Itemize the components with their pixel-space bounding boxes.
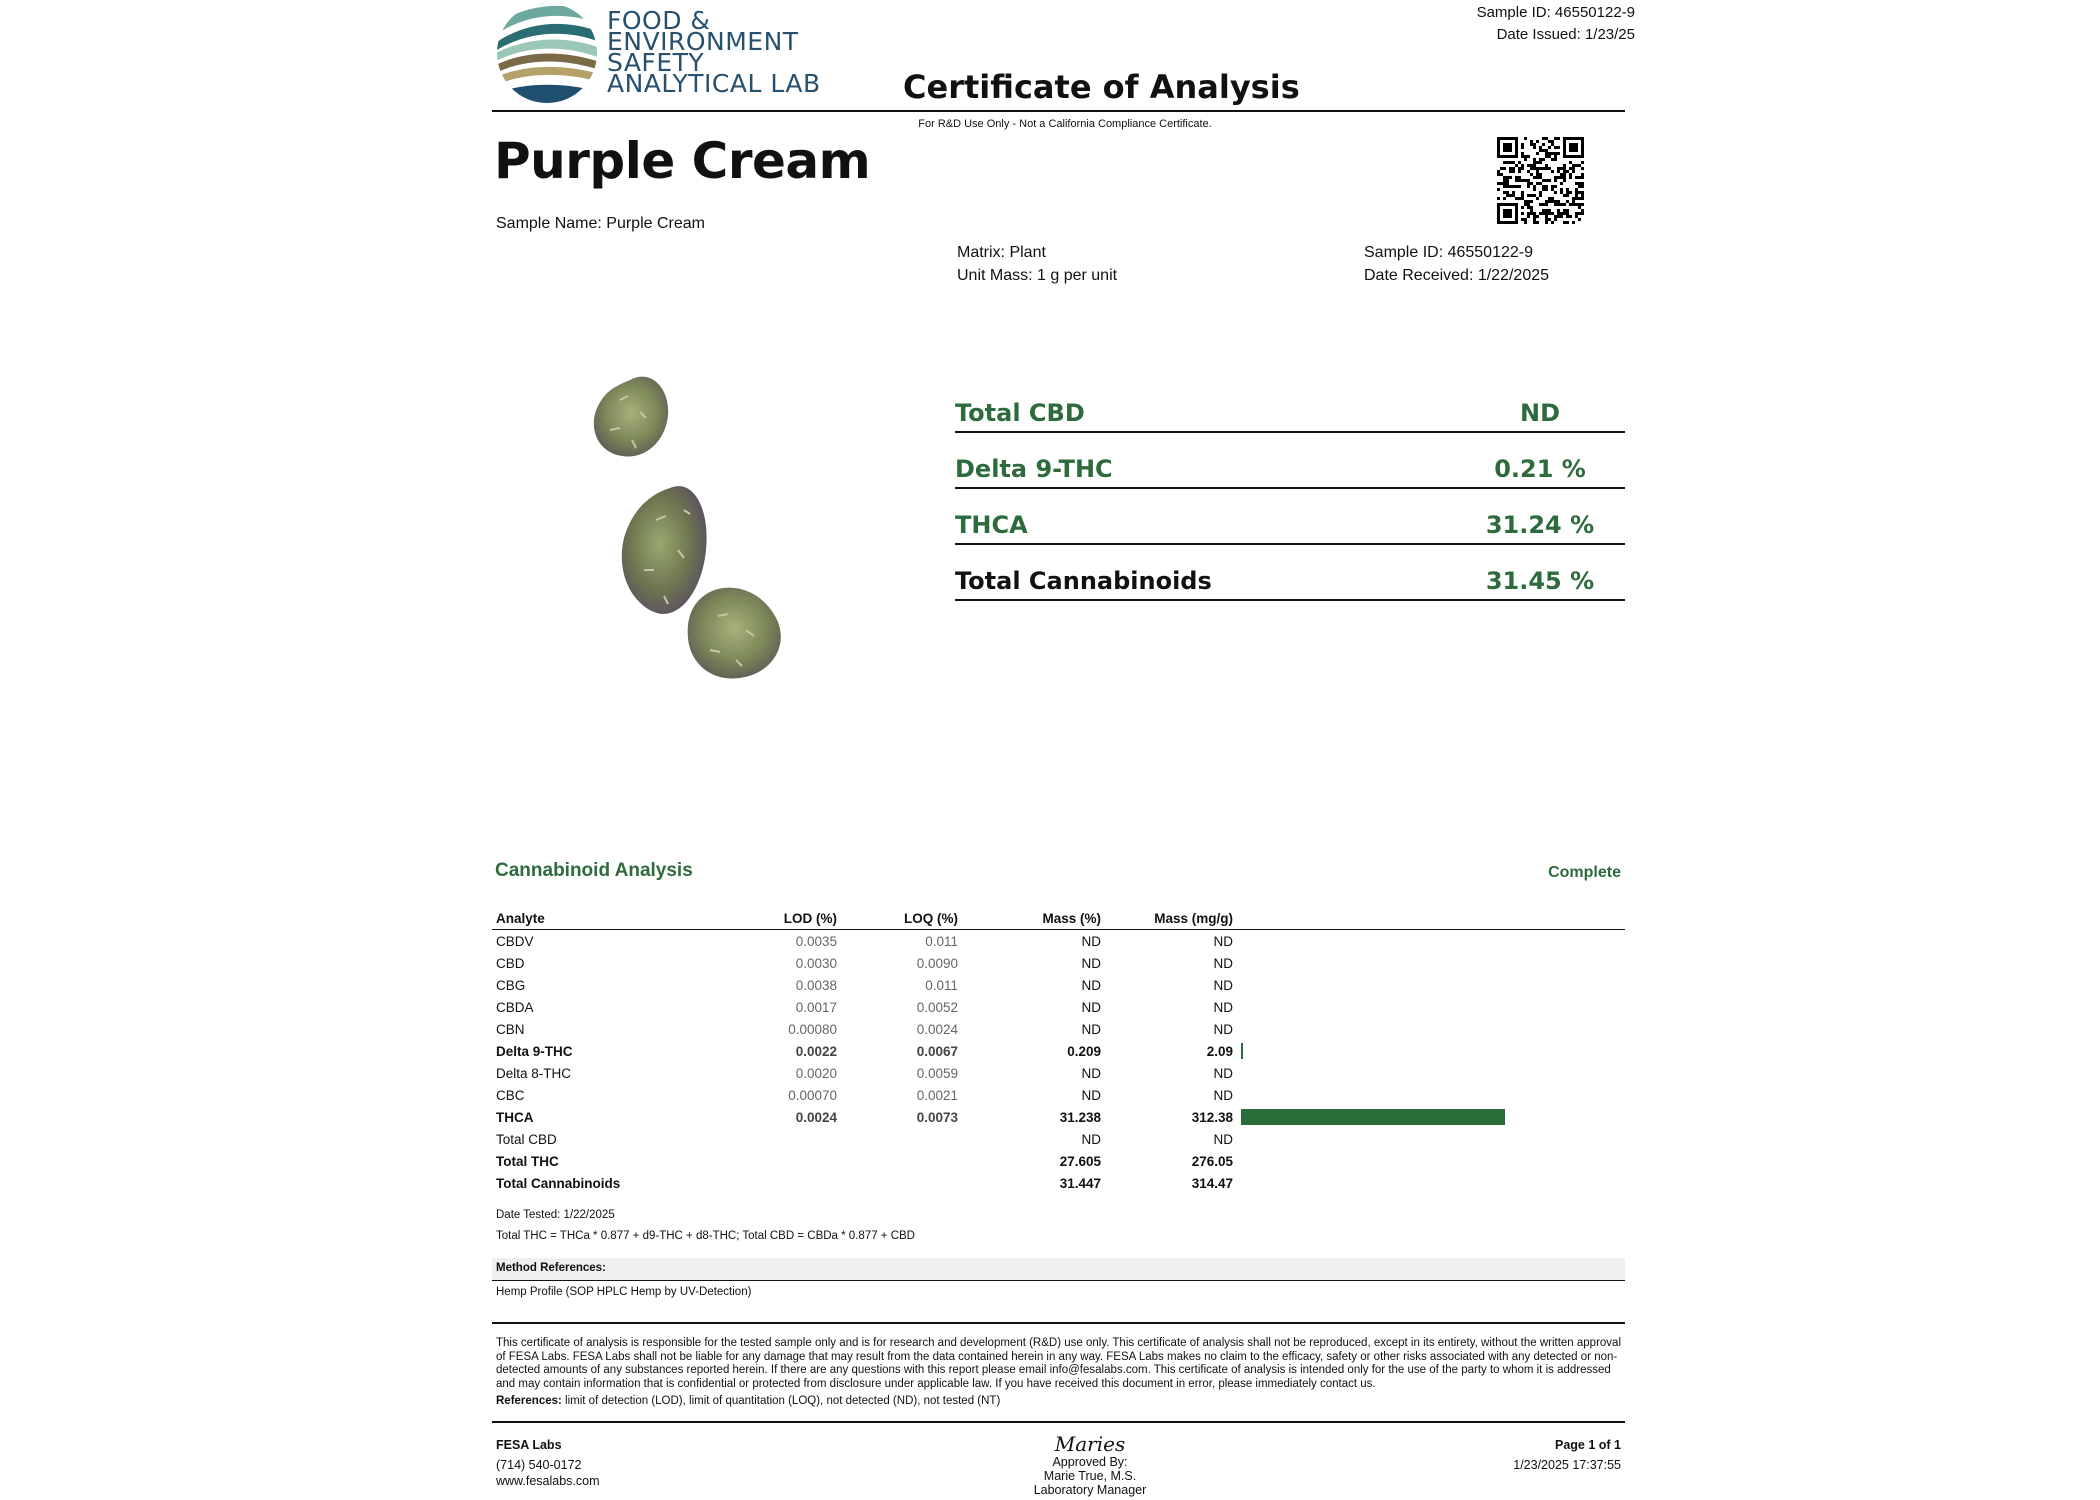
summary-label: Delta 9-THC <box>955 455 1113 483</box>
summary-row-thca <box>955 487 1625 545</box>
cell-bar <box>1239 1018 1625 1040</box>
footer-phone: (714) 540-0172 <box>496 1458 582 1472</box>
summary-row-total-cbd <box>955 375 1625 433</box>
cell-loq <box>843 1172 964 1194</box>
cell-bar <box>1239 1106 1625 1128</box>
col-loq: LOQ (%) <box>843 907 964 930</box>
cell-analyte: CBD <box>496 955 525 971</box>
product-meta-right <box>1364 241 1549 287</box>
footer-right <box>1513 1437 1621 1473</box>
cell-analyte: CBDV <box>496 933 534 949</box>
lab-name-line: ENVIRONMENT <box>607 27 799 56</box>
references-text: limit of detection (LOD), limit of quantitation (LOQ), not detected (ND), not tested (NT) <box>561 1395 1001 1407</box>
cell-mass-pct: 27.605 <box>1059 1153 1101 1169</box>
methods-divider <box>492 1322 1625 1324</box>
cell-bar <box>1239 1062 1625 1084</box>
table-row <box>492 1172 1625 1194</box>
qr-code-icon <box>1497 137 1584 224</box>
product-image <box>560 360 840 690</box>
cell-mass-pct: ND <box>1081 999 1101 1015</box>
cell-loq: 0.0052 <box>916 999 958 1015</box>
cell-loq <box>843 1150 964 1172</box>
date-tested: Date Tested: 1/22/2025 <box>496 1209 615 1221</box>
cell-mass-mg: 312.38 <box>1191 1109 1233 1125</box>
cell-lod: 0.0020 <box>795 1065 837 1081</box>
formula: Total THC = THCa * 0.877 + d9-THC + d8-THC; Total CBD = CBDa * 0.877 + CBD <box>496 1230 915 1242</box>
cell-mass-mg: ND <box>1213 977 1233 993</box>
table-row <box>492 1106 1625 1128</box>
summary-value: 0.21 % <box>1494 455 1586 483</box>
cell-lod: 0.0024 <box>795 1109 837 1125</box>
document-subtitle: For R&D Use Only - Not a California Compliance Certificate. <box>918 118 1212 130</box>
footer-website: www.fesalabs.com <box>496 1474 600 1488</box>
qr-code <box>1497 137 1584 224</box>
col-analyte: Analyte <box>492 907 737 930</box>
print-timestamp: 1/23/2025 17:37:55 <box>1513 1458 1621 1472</box>
cell-loq: 0.0024 <box>916 1021 958 1037</box>
cell-mass-mg: 314.47 <box>1191 1175 1233 1191</box>
cell-mass-pct: ND <box>1081 1131 1101 1147</box>
cell-lod: 0.00070 <box>788 1087 837 1103</box>
cell-mass-mg: 2.09 <box>1206 1043 1233 1059</box>
analysis-title: Cannabinoid Analysis <box>495 860 693 881</box>
mass-bar <box>1241 1043 1243 1059</box>
cell-analyte: Total Cannabinoids <box>496 1175 621 1191</box>
cell-mass-pct: 31.447 <box>1059 1175 1101 1191</box>
cell-loq: 0.0090 <box>916 955 958 971</box>
summary-value: ND <box>1519 399 1560 427</box>
approver-name: Marie True, M.S. <box>1043 1469 1137 1483</box>
table-row <box>492 1018 1625 1040</box>
summary-row-total-cannabinoids <box>955 543 1625 601</box>
cell-mass-mg: ND <box>1213 955 1233 971</box>
cell-mass-mg: ND <box>1213 1021 1233 1037</box>
cell-bar <box>1239 1172 1625 1194</box>
sample-id: Sample ID: 46550122-9 <box>1364 244 1533 261</box>
footer-company: FESA Labs <box>496 1438 562 1452</box>
cell-analyte: THCA <box>496 1109 534 1125</box>
table-row <box>492 1040 1625 1062</box>
cell-analyte: CBDA <box>496 999 534 1015</box>
cell-bar <box>1239 1040 1625 1062</box>
col-mass-mg: Mass (mg/g) <box>1107 907 1239 930</box>
document-title: Certificate of Analysis <box>903 68 1300 106</box>
header-divider <box>492 110 1625 112</box>
cell-mass-mg: ND <box>1213 999 1233 1015</box>
summary-value: 31.24 % <box>1485 511 1595 539</box>
col-mass-pct: Mass (%) <box>964 907 1107 930</box>
approved-by: Approved By: <box>1052 1455 1128 1469</box>
cell-analyte: Total CBD <box>496 1131 557 1147</box>
cell-lod: 0.0022 <box>795 1043 837 1059</box>
lab-logo <box>494 2 600 104</box>
table-row <box>492 1128 1625 1150</box>
cell-loq: 0.0059 <box>916 1065 958 1081</box>
cell-mass-mg: ND <box>1213 933 1233 949</box>
analysis-status: Complete <box>1548 864 1621 881</box>
summary-label: Total Cannabinoids <box>955 567 1212 595</box>
lab-name-line: ANALYTICAL LAB <box>607 69 821 98</box>
lab-logo-icon <box>494 2 600 104</box>
cell-mass-pct: ND <box>1081 977 1101 993</box>
cell-lod <box>737 1128 843 1150</box>
cell-lod <box>737 1172 843 1194</box>
cell-analyte: CBG <box>496 977 526 993</box>
cell-loq: 0.0021 <box>916 1087 958 1103</box>
methods-text: Hemp Profile (SOP HPLC Hemp by UV-Detection) <box>496 1286 752 1298</box>
cell-bar <box>1239 974 1625 996</box>
cell-mass-mg: ND <box>1213 1065 1233 1081</box>
footer-divider <box>492 1421 1625 1423</box>
methods-title: Method References: <box>496 1262 606 1274</box>
cell-lod: 0.0038 <box>795 977 837 993</box>
cannabis-bud-icon <box>560 360 840 690</box>
cell-mass-pct: ND <box>1081 1065 1101 1081</box>
cell-mass-pct: ND <box>1081 1021 1101 1037</box>
summary-row-delta9-thc <box>955 431 1625 489</box>
lab-name-line: FOOD & <box>607 6 711 35</box>
cell-analyte: Delta 8-THC <box>496 1065 572 1081</box>
cell-bar <box>1239 1150 1625 1172</box>
lab-name <box>607 6 821 98</box>
cell-lod: 0.00080 <box>788 1021 837 1037</box>
table-row <box>492 1062 1625 1084</box>
header-meta <box>1477 2 1635 46</box>
methods-header <box>492 1258 1625 1281</box>
cell-lod: 0.0017 <box>795 999 837 1015</box>
cell-mass-pct: ND <box>1081 933 1101 949</box>
date-received: Date Received: 1/22/2025 <box>1364 267 1550 284</box>
table-row <box>492 952 1625 974</box>
signature: Maries <box>1054 1432 1126 1456</box>
product-meta-left <box>957 241 1117 287</box>
cell-lod: 0.0035 <box>795 933 837 949</box>
matrix: Matrix: Plant <box>957 244 1046 261</box>
cell-mass-mg: ND <box>1213 1087 1233 1103</box>
cell-loq: 0.011 <box>925 977 958 993</box>
cell-lod: 0.0030 <box>795 955 837 971</box>
disclaimer: This certificate of analysis is responsible for the tested sample only and is for research and development (R&D) use only. This certificate of analysis shall not be reproduced, except in its entirety, without the written approval of FESA Labs. FESA Labs shall not be liable for any damage that may result from the data contained herein in any way. FESA Labs makes no claim to the efficacy, safety or other risks associated with any detected or non-detected amounts of any substances reported herein. If there are any questions with this report please email info@fesalabs.com. This certificate of analysis is intended only for the use of the party to whom it is addressed and may contain information that is confidential or protected from disclosure under applicable law. If you have received this document in error, please immediately contact us. <box>496 1337 1622 1390</box>
col-lod: LOD (%) <box>737 907 843 930</box>
cell-mass-pct: ND <box>1081 1087 1101 1103</box>
cell-bar <box>1239 996 1625 1018</box>
footer-left <box>496 1437 600 1489</box>
cell-bar <box>1239 952 1625 974</box>
product-name: Purple Cream <box>494 132 871 190</box>
cell-mass-pct: 31.238 <box>1059 1109 1101 1125</box>
lab-name-line: SAFETY <box>607 48 705 77</box>
summary-value: 31.45 % <box>1485 567 1595 595</box>
cell-mass-mg: ND <box>1213 1131 1233 1147</box>
cell-analyte: Total THC <box>496 1153 559 1169</box>
cell-mass-mg: 276.05 <box>1191 1153 1233 1169</box>
analysis-table <box>492 907 1625 1194</box>
cell-loq: 0.0067 <box>916 1043 958 1059</box>
cell-loq: 0.011 <box>925 933 958 949</box>
table-row <box>492 930 1625 953</box>
mass-bar <box>1241 1109 1505 1125</box>
sample-name: Sample Name: Purple Cream <box>496 215 705 232</box>
cell-bar <box>1239 930 1625 953</box>
cell-loq <box>843 1128 964 1150</box>
summary-label: THCA <box>955 511 1028 539</box>
table-row <box>492 974 1625 996</box>
cell-analyte: CBN <box>496 1021 525 1037</box>
unit-mass: Unit Mass: 1 g per unit <box>957 267 1118 284</box>
cell-bar <box>1239 1084 1625 1106</box>
approver-title: Laboratory Manager <box>1033 1483 1147 1497</box>
header-date-issued: Date Issued: 1/23/25 <box>1496 26 1635 43</box>
cell-lod <box>737 1150 843 1172</box>
summary-label: Total CBD <box>955 399 1085 427</box>
analysis-table-header <box>492 907 1625 930</box>
cell-analyte: Delta 9-THC <box>496 1043 573 1059</box>
footer-center <box>960 1433 1220 1497</box>
table-row <box>492 1084 1625 1106</box>
cell-loq: 0.0073 <box>916 1109 958 1125</box>
header-sample-id: Sample ID: 46550122-9 <box>1476 4 1635 21</box>
references-label: References: <box>496 1395 562 1407</box>
table-row <box>492 1150 1625 1172</box>
references <box>496 1395 1000 1409</box>
cell-mass-pct: 0.209 <box>1067 1043 1101 1059</box>
cell-bar <box>1239 1128 1625 1150</box>
page-number: Page 1 of 1 <box>1555 1438 1621 1452</box>
table-row <box>492 996 1625 1018</box>
cell-analyte: CBC <box>496 1087 525 1103</box>
cell-mass-pct: ND <box>1081 955 1101 971</box>
col-bar <box>1239 907 1625 930</box>
